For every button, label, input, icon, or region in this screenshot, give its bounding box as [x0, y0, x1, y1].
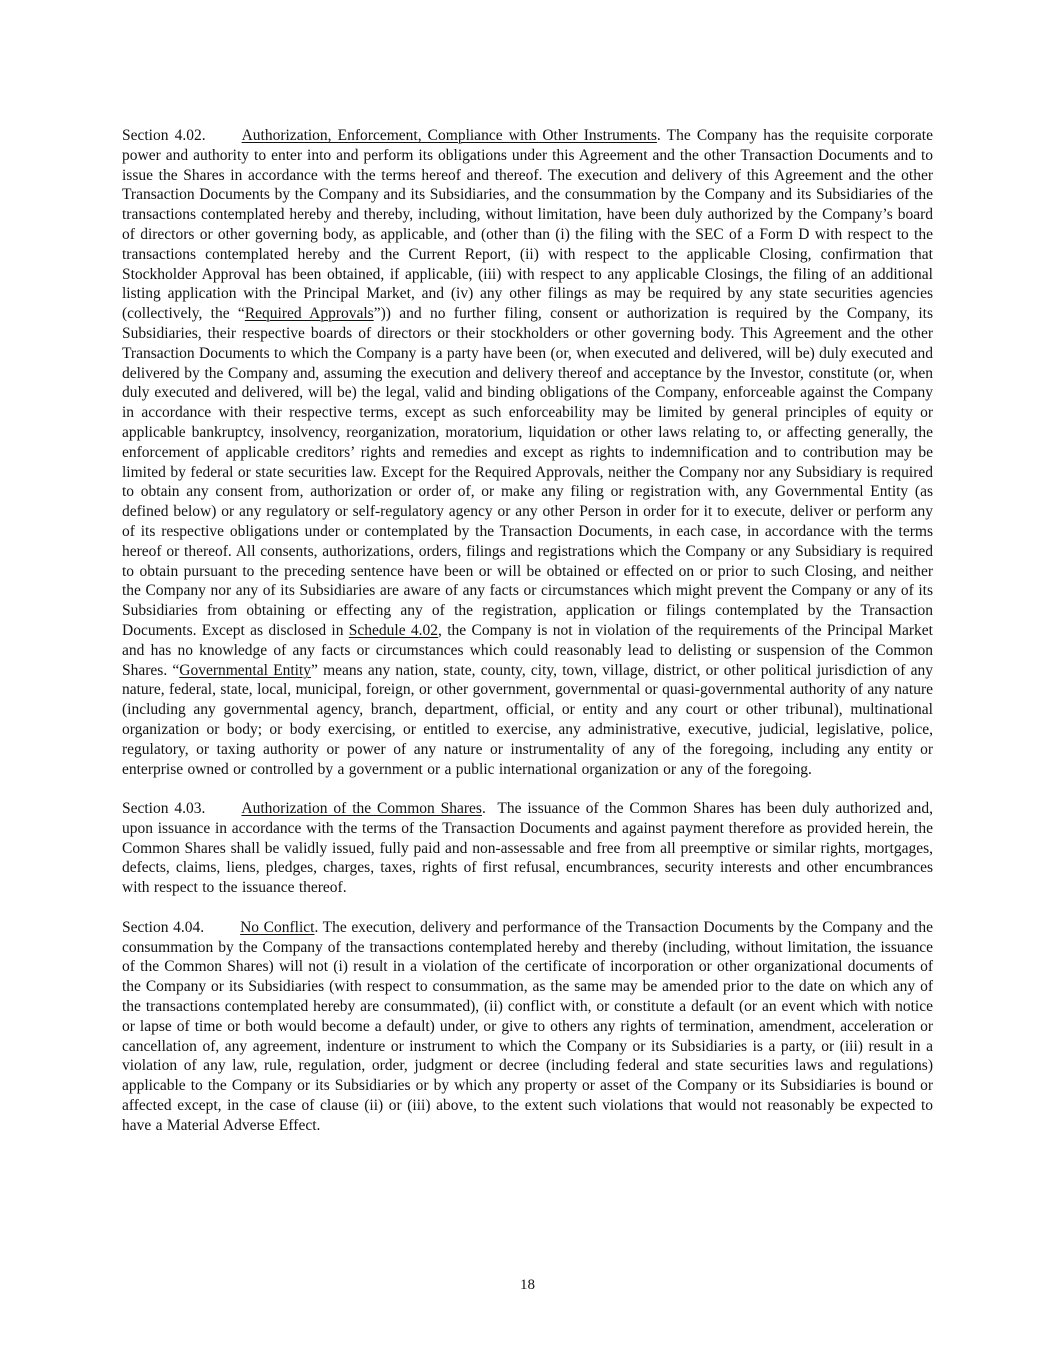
text-run: Section 4.02.: [122, 127, 206, 144]
text-run: . The execution, delivery and performance of the Transaction Documents by the Company and the consummation by the Company of the transactions contemplated hereby and thereby (including, without limitation, the issuance of the Common Shares) will not (i) result in a violation of the certificate of incorporation or other organizational documents of the Company or its Subsidiaries (with respect to consummation, as the same may be amended prior to the date on which any of the transactions contemplated hereby are consummated), (ii) conflict with, or constitute a default (or an event which with notice or lapse of time or both would become a default) under, or give to others any rights of termination, amendment, acceleration or cancellation of, any agreement, indenture or instrument to which the Company or its Subsidiaries is a party, or (iii) result in a violation of any law, rule, regulation, order, judgment or decree (including federal and state securities laws and regulations) applicable to the Company or its Subsidiaries or by which any property or asset of the Company or its Subsidiaries is bound or affected except, in the case of clause (ii) or (iii) above, to the extent such violations that would not reasonably be expected to have a Material Adverse Effect.: [122, 918, 934, 1134]
underlined-text: Governmental Entity: [179, 661, 312, 679]
page-footer: [0, 1276, 1055, 1296]
text-run: . The Company has the requisite corporate power and authority to enter into and perform its obligations under this Agreement and the other Transaction Documents and to issue the Shares in accordance with the terms hereof and thereof. The execution and delivery of this Agreement and the other Transaction Documents by the Company and its Subsidiaries, and the consummation by the Company and its Subsidiaries of the transactions contemplated hereby and thereby, including, without limitation, have been duly authorized by the Company’s board of directors or other governing body, as applicable, and (other than (i) the filing with the SEC of a Form D with respect to the transactions contemplated hereby and the Current Report, (ii) with respect to the applicable Closing, confirmation that Stockholder Approval has been obtained, if applicable, (iii) with respect to any applicable Closings, the filing of an additional listing application with the Principal Market, and (iv) any other filings as may be required by any state securities agencies (collectively, the “: [122, 127, 933, 323]
text-run: ” means any nation, state, county, city, town, village, district, or other political jurisdiction of any nature, federal, state, local, municipal, foreign, or other government, governmental or quasi-governmental authority of any nature (including any governmental agency, branch, department, official, or entity and any court or other tribunal), multinational organization or body; or body exercising, or entitled to exercise, any administrative, executive, judicial, legislative, police, regulatory, or taxing authority or power of any nature or instrumentality of any of the foregoing, including any entity or enterprise owned or controlled by a government or a public international organization or any of the foregoing.: [122, 661, 934, 778]
document-body: [122, 126, 933, 1155]
text-run: , the Company is not in violation of the requirements of the Principal Market and has no knowledge of any facts or circumstances which could reasonably lead to delisting or suspension of the Common Shares. “: [122, 621, 933, 679]
underlined-text: Authorization of the Common Shares: [241, 800, 482, 818]
underlined-text: Authorization, Enforcement, Compliance with Other Instruments: [241, 127, 657, 144]
underlined-text: Schedule 4.02: [348, 621, 439, 639]
underlined-text: Required Approvals: [244, 305, 374, 323]
text-run: . The issuance of the Common Shares has been duly authorized and, upon issuance in accordance with the terms of the Transaction Documents and against payment therefore as provided herein, the Common Shares shall be validly issued, fully paid and non-assessable and free from all preemptive or similar rights, mortgages, defects, claims, liens, pledges, charges, taxes, rights of first refusal, encumbrances, security interests and other encumbrances with respect to the issuance thereof.: [122, 800, 933, 897]
text-run: Section 4.04.: [122, 918, 205, 936]
paragraph-section-4-03: [122, 799, 933, 898]
text-run: ”)) and no further filing, consent or authorization is required by the Company, its Subsidiaries, their respective boards of directors or their stockholders or other governing body. This Agreement and the other Transaction Documents to which the Company is a party have been (or, when executed and delivered, will be) duly executed and delivered by the Company and, assuming the execution and delivery thereof and acceptance by the Investor, constitute (or, when duly executed and delivered, will be) the legal, valid and binding obligations of the Company, enforceable against the Company in accordance with their respective terms, except as such enforceability may be limited by general principles of equity or applicable bankruptcy, insolvency, reorganization, moratorium, liquidation or other laws relating to, or affecting generally, the enforcement of applicable creditors’ rights and remedies and except as rights to indemnification and to contribution may be limited by federal or state securities law. Except for the Required Approvals, neither the Company nor any Subsidiary is required to obtain any consent from, authorization or order of, or make any filing or registration with, any Governmental Entity (as defined below) or any regulatory or self-regulatory agency or any other Person in order for it to execute, deliver or perform any of its respective obligations under or contemplated by the Transaction Documents, in each case, in accordance with the terms hereof or thereof. All consents, authorizations, orders, filings and registrations which the Company or any Subsidiary is required to obtain pursuant to the preceding sentence have been or will be obtained or effected on or prior to such Closing, and neither the Company nor any of its Subsidiaries are aware of any facts or circumstances which might prevent the Company or any of its Subsidiaries from obtaining or effecting any of the registration, application or filings contemplated by the Transaction Documents. Except as disclosed in: [122, 305, 933, 639]
paragraph-section-4-04: [122, 918, 933, 1136]
underlined-text: No Conflict: [240, 918, 315, 936]
paragraph-section-4-02: [122, 126, 933, 779]
page-number: 18: [520, 1277, 535, 1293]
text-run: Section 4.03.: [122, 800, 206, 818]
